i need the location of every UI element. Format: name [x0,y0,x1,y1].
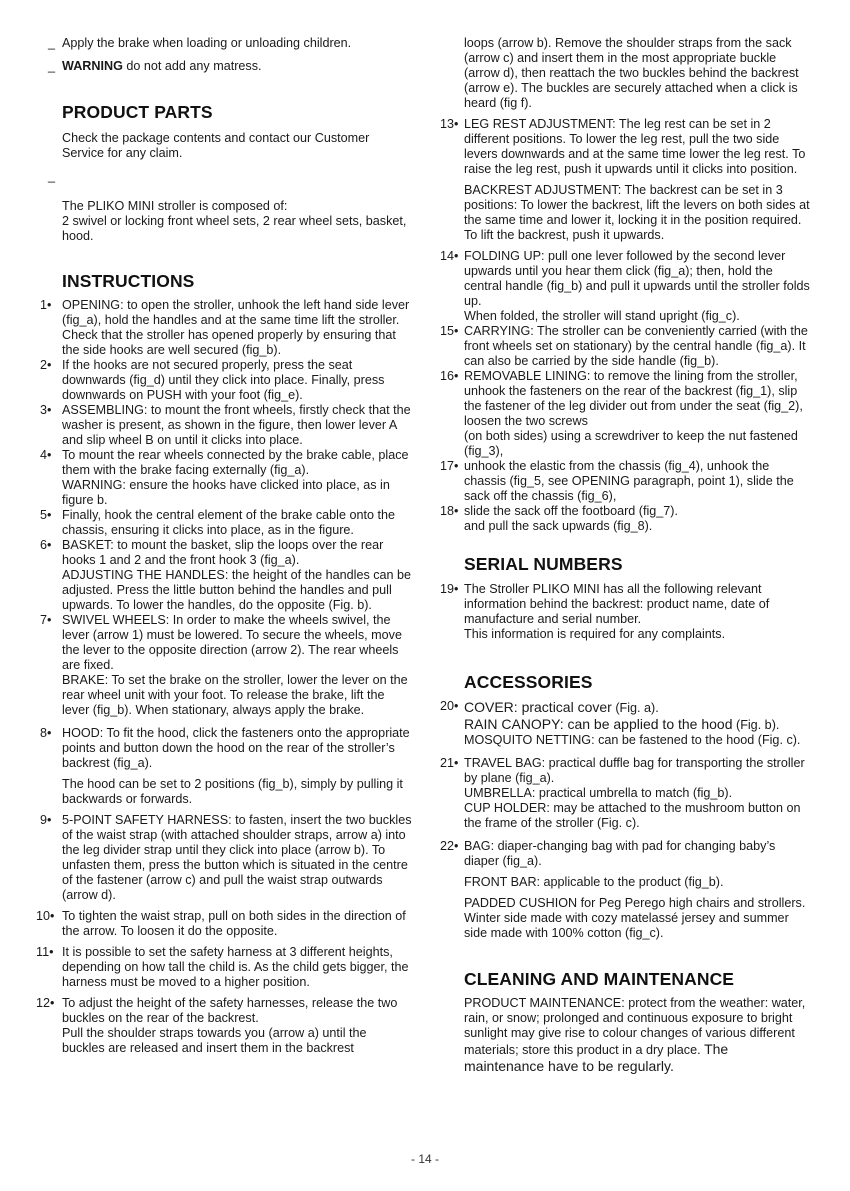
instruction-item [440,249,812,324]
bullet-mark: _ [48,59,56,73]
item-text: LEG REST ADJUSTMENT: The leg rest can be set in 2 different positions. To lower the leg rest, pull the two side levers downwards and at the same time lower the leg rest. To raise the leg rest, push it upwards until it clicks into position. [464,117,806,176]
instruction-item [36,996,412,1056]
intro-bullet [40,36,412,51]
item-number: 11• [36,945,54,959]
item-text: The Stroller PLIKO MINI has all the following relevant information behind the backrest: product name, date of manufacture and serial number. This information is required for any complaints. [464,582,770,641]
item-number: 17• [440,459,459,473]
item-number: 19• [440,582,459,596]
accessory-item [440,839,812,869]
item-text: TRAVEL BAG: practical duffle bag for transporting the stroller by plane (fig_a). UMBRELLA: practical umbrella to match (fig_b). CUP HOLDER: may be attached to the mushroom button on the frame of the stroller (Fig. c). [464,756,805,830]
item-number: 21• [440,756,459,770]
page-number: - 14 - [410,1152,439,1166]
instruction-item [40,813,412,903]
bullet-mark: _ [48,169,56,183]
item-text: HOOD: To fit the hood, click the fasteners onto the appropriate points and button down the hood on the rear of the stroller’s backrest (fig_a). [62,726,410,770]
item-text: ASSEMBLING: to mount the front wheels, firstly check that the washer is present, as shown in the figure, then lower lever A and slip wheel B on until it clicks into place. [62,403,411,447]
accessory-extra: PADDED CUSHION for Peg Perego high chairs and strollers. Winter side made with cozy matelassé jersey and summer side made with 100% cotton (fig_c). [464,896,806,940]
item-number: 1• [40,298,52,312]
instruction-item-extra: BACKREST ADJUSTMENT: The backrest can be set in 3 positions: To lower the backrest, lift the levers on both sides at the same time and lower it, locking it in the position required. To lift the backrest, push it upwards. [464,183,810,242]
accessory-item [440,699,812,748]
instruction-item [40,613,412,718]
section-heading-accessories: ACCESSORIES [464,672,593,692]
instruction-item [40,403,412,448]
item-text: (Fig. b). [732,718,780,732]
item-text: It is possible to set the safety harness at 3 different heights, depending on how tall the child is. As the child gets bigger, the harness must be moved to a higher position. [62,945,409,989]
item-number: 2• [40,358,52,372]
accessory-extra: FRONT BAR: applicable to the product (fig_b). [464,875,724,889]
item-text: To tighten the waist strap, pull on both sides in the direction of the arrow. To loosen it do the opposite. [62,909,406,938]
item-text: SWIVEL WHEELS: In order to make the wheels swivel, the lever (arrow 1) must be lowered. To secure the wheels, move the lever to the opposite direction (arrow 2). The rear wheels are fixed. BRAKE: To set the brake on the stroller, lower the lever on the rear wheel unit with your foot. To release the brake, lift the lever (fig_b). When stationary, always apply the brake. [62,613,408,717]
item-text: COVER: practical cover [464,699,612,715]
instruction-item [440,504,812,534]
item-text: To adjust the height of the safety harnesses, release the two buckles on the rear of the backrest. Pull the shoulder straps towards you (arrow a) until the buckles are released and insert them in the backrest [62,996,398,1055]
product-parts-para: Check the package contents and contact our Customer Service for any claim. [62,131,370,160]
warning-label: WARNING [62,59,123,73]
section-heading-cleaning: CLEANING AND MAINTENANCE [464,969,735,989]
item-text: slide the sack off the footboard (fig_7). and pull the sack upwards (fig_8). [464,504,678,533]
item-text: REMOVABLE LINING: to remove the lining from the stroller, unhook the fasteners on the rear of the backrest (fig_1), slip the fastener of the leg divider out from under the seat (fig_2), loosen the two screws (on both sides) using a screwdriver to keep the nut fastened (fig_3), [464,369,803,458]
item-number: 12• [36,996,55,1010]
section-heading-serial-numbers: SERIAL NUMBERS [464,554,623,574]
cleaning-text [440,996,812,1075]
bullet-mark: _ [48,36,56,50]
instruction-item [440,369,812,459]
item-text: MOSQUITO NETTING: can be fastened to the hood (Fig. c). [464,733,801,747]
item-text: CARRYING: The stroller can be conveniently carried (with the front wheels set on stationary) by the central handle (fig_a). It can also be carried by the side handle (fig_b). [464,324,808,368]
section-heading-product-parts: PRODUCT PARTS [62,102,213,122]
item-text: BASKET: to mount the basket, slip the loops over the rear hooks 1 and 2 and the front hook 3 (fig_a). ADJUSTING THE HANDLES: the height of the handles can be adjusted. Press the little button behind the handles and pull upwards. To lower the handles, do the opposite (Fig. b). [62,538,412,612]
bullet-text: do not add any matress. [122,59,262,73]
item-number: 22• [440,839,459,853]
item-number: 8• [40,726,52,740]
instruction-item [40,538,412,613]
item-text: (Fig. a). [611,701,659,715]
item-number: 6• [40,538,52,552]
item-number: 16• [440,369,459,383]
item-text: unhook the elastic from the chassis (fig_4), unhook the chassis (fig_5, see OPENING paragraph, point 1), slide the sack off the chassis (fig_6), [464,459,794,503]
item-text: FOLDING UP: pull one lever followed by the second lever upwards until you hear them click (fig_a); then, hold the central handle (fig_b) and pull it upwards until the stroller folds up. When folded, the stroller will stand upright (fig_c). [464,249,810,323]
item-number: 18• [440,504,459,518]
item-text: RAIN CANOPY: can be applied to the hood [464,716,733,732]
product-parts-bullet [40,169,412,244]
section-heading-instructions: INSTRUCTIONS [62,271,195,291]
right-column [440,36,812,1075]
intro-bullet [40,59,412,74]
item-number: 7• [40,613,52,627]
accessory-item [440,756,812,831]
instruction-item [40,726,412,771]
instruction-item [40,358,412,403]
instruction-item [36,909,412,939]
item-number: 13• [440,117,459,131]
item-text: To mount the rear wheels connected by the brake cable, place them with the brake facing externally (fig_a). WARNING: ensure the hooks have clicked into place, as in figure b. [62,448,409,507]
instruction-item-extra: The hood can be set to 2 positions (fig_b), simply by pulling it backwards or forwards. [62,777,403,806]
item-number: 5• [40,508,52,522]
item-number: 15• [440,324,459,338]
instruction-item [440,324,812,369]
instruction-item [440,117,812,177]
item-number: 9• [40,813,52,827]
instruction-item [40,298,412,358]
item-text: If the hooks are not secured properly, press the seat downwards (fig_d) until they click into place. Finally, press downwards on PUSH with your foot (fig_e). [62,358,385,402]
item-number: 4• [40,448,52,462]
item-text: 5-POINT SAFETY HARNESS: to fasten, insert the two buckles of the waist strap (with attached shoulder straps, arrow a) into the leg divider strap until they click into place (arrow b). To unfasten them, press the button which is situated in the centre of the fastener (arrow c) and pull the waist strap outwards (arrow d). [62,813,412,902]
item-number: 14• [440,249,459,263]
instructions-list [36,298,412,1056]
cleaning-text-main: PRODUCT MAINTENANCE: protect from the weather: water, rain, or snow; prolonged and continuous exposure to bright sunlight may give rise to colour changes of various different materials; store this product in a dry place. [464,996,806,1057]
item-number: 3• [40,403,52,417]
item-number: 20• [440,699,459,713]
item-text: OPENING: to open the stroller, unhook the left hand side lever (fig_a), hold the handles and at the same time lift the stroller. Check that the stroller has opened properly by ensuring that the side hooks are well secured (fig_b). [62,298,410,357]
instruction-item [40,448,412,508]
instruction-item [36,945,412,990]
bullet-text: The PLIKO MINI stroller is composed of: 2 swivel or locking front wheel sets, 2 rear wheel sets, basket, hood. [62,199,407,243]
item-number: 10• [36,909,55,923]
instruction-item [40,508,412,538]
serial-item [440,582,812,642]
instruction-item [440,459,812,504]
item-text: Finally, hook the central element of the brake cable onto the chassis, ensuring it clicks into place, as in the figure. [62,508,396,537]
left-column [36,36,412,1056]
item-text: BAG: diaper-changing bag with pad for changing baby’s diaper (fig_a). [464,839,776,868]
cleaning-text-note: The maintenance have to be regularly. [464,1041,729,1074]
continued-text: loops (arrow b). Remove the shoulder straps from the sack (arrow c) and insert them in the most appropriate buckle (arrow d), then reattach the two buckles behind the backrest (arrow e). The buckles are securely attached when a click is heard (fig f). [464,36,799,110]
bullet-text: Apply the brake when loading or unloading children. [62,36,352,50]
